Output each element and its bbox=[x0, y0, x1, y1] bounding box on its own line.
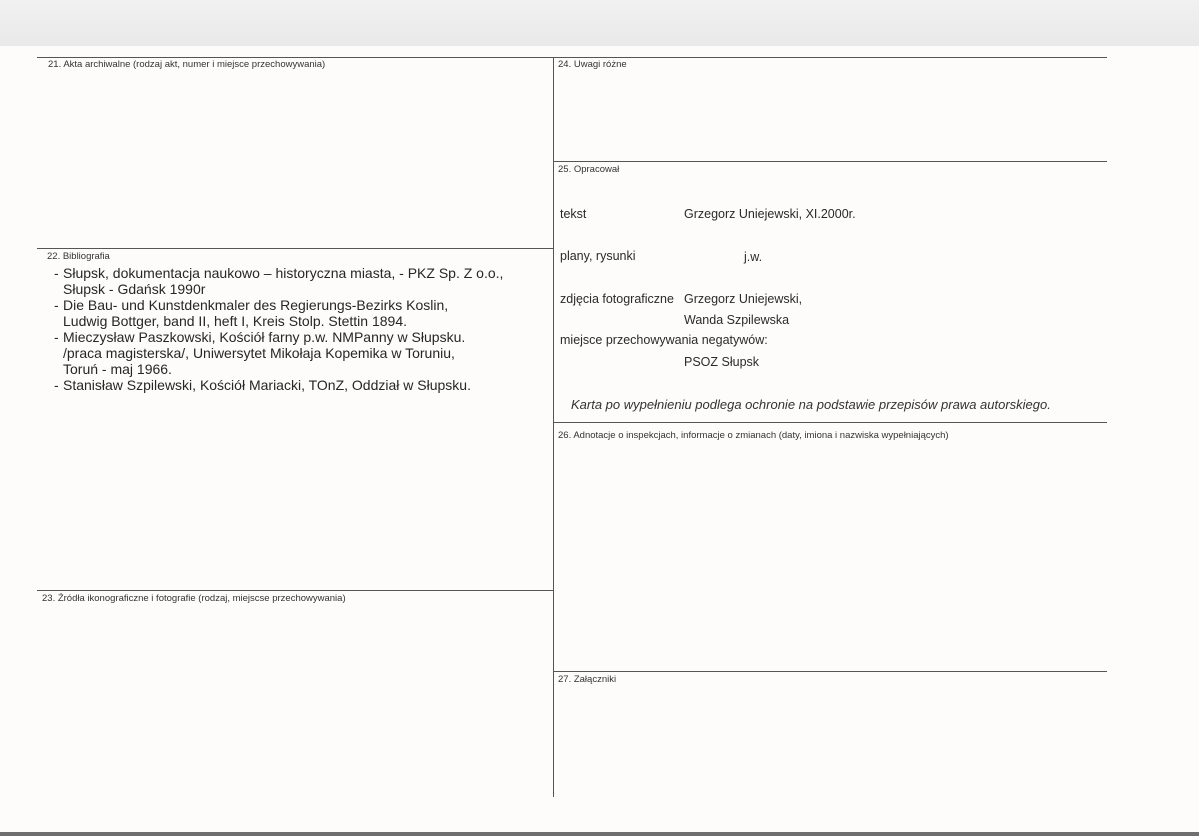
plany-value: j.w. bbox=[744, 250, 763, 264]
tekst-value: Grzegorz Uniejewski, XI.2000r. bbox=[684, 207, 856, 221]
zdjecia-value-2: Wanda Szpilewska bbox=[684, 313, 790, 327]
section-23-label: 23. Źródła ikonograficzne i fotografie (rodzaj, miejscse przechowywania) bbox=[42, 593, 346, 604]
section-25-label: 25. Opracował bbox=[558, 164, 620, 175]
miejsce-value: PSOZ Słupsk bbox=[684, 355, 760, 369]
bibliography-line: - Mieczysław Paszkowski, Kościół farny p.w. NMPanny w Słupsku. bbox=[63, 329, 466, 345]
miejsce-label: miejsce przechowywania negatywów: bbox=[560, 333, 768, 347]
section-22-top-rule bbox=[37, 248, 553, 249]
bibliography-line: - Słupsk, dokumentacja naukowo – historyczna miasta, - PKZ Sp. Z o.o., bbox=[63, 265, 504, 281]
plany-label: plany, rysunki bbox=[560, 249, 636, 263]
section-22-label: 22. Bibliografia bbox=[47, 251, 110, 262]
section-23-top-rule bbox=[37, 590, 553, 591]
bibliography-line: - Stanisław Szpilewski, Kościół Mariacki, TOnZ, Oddział w Słupsku. bbox=[63, 377, 471, 393]
bibliography-list bbox=[51, 265, 529, 393]
section-24-top-rule bbox=[553, 57, 1107, 58]
section-21-label: 21. Akta archiwalne (rodzaj akt, numer i miejsce przechowywania) bbox=[48, 59, 326, 70]
tekst-label: tekst bbox=[560, 207, 587, 221]
bibliography-entry bbox=[51, 265, 529, 297]
top-edge-strip bbox=[0, 0, 1199, 46]
section-21-top-rule bbox=[37, 57, 553, 58]
column-divider bbox=[553, 57, 554, 797]
bibliography-entry bbox=[51, 297, 529, 329]
section-27-top-rule bbox=[553, 671, 1107, 672]
zdjecia-label: zdjęcia fotograficzne bbox=[560, 292, 674, 306]
section-24-label: 24. Uwagi różne bbox=[558, 59, 627, 70]
section-27-label: 27. Załączniki bbox=[558, 674, 617, 685]
section-26-label: 26. Adnotacje o inspekcjach, informacje o zmianach (daty, imiona i nazwiska wypełniających) bbox=[558, 430, 949, 441]
bibliography-line: Toruń - maj 1966. bbox=[63, 361, 172, 377]
bibliography-entry bbox=[51, 377, 529, 393]
section-25-top-rule bbox=[553, 161, 1107, 162]
bibliography-line: /praca magisterska/, Uniwersytet Mikołaja Kopemika w Toruniu, bbox=[63, 345, 455, 361]
zdjecia-value-1: Grzegorz Uniejewski, bbox=[684, 292, 803, 306]
bibliography-line: Słupsk - Gdańsk 1990r bbox=[63, 281, 206, 297]
copyright-note: Karta po wypełnieniu podlega ochronie na podstawie przepisów prawa autorskiego. bbox=[571, 397, 1051, 412]
section-26-top-rule bbox=[553, 422, 1107, 423]
bibliography-line: - Die Bau- und Kunstdenkmaler des Regierungs-Bezirks Koslin, bbox=[63, 297, 449, 313]
bibliography-entry bbox=[51, 329, 529, 377]
bibliography-line: Ludwig Bottger, band II, heft I, Kreis Stolp. Stettin 1894. bbox=[63, 313, 407, 329]
